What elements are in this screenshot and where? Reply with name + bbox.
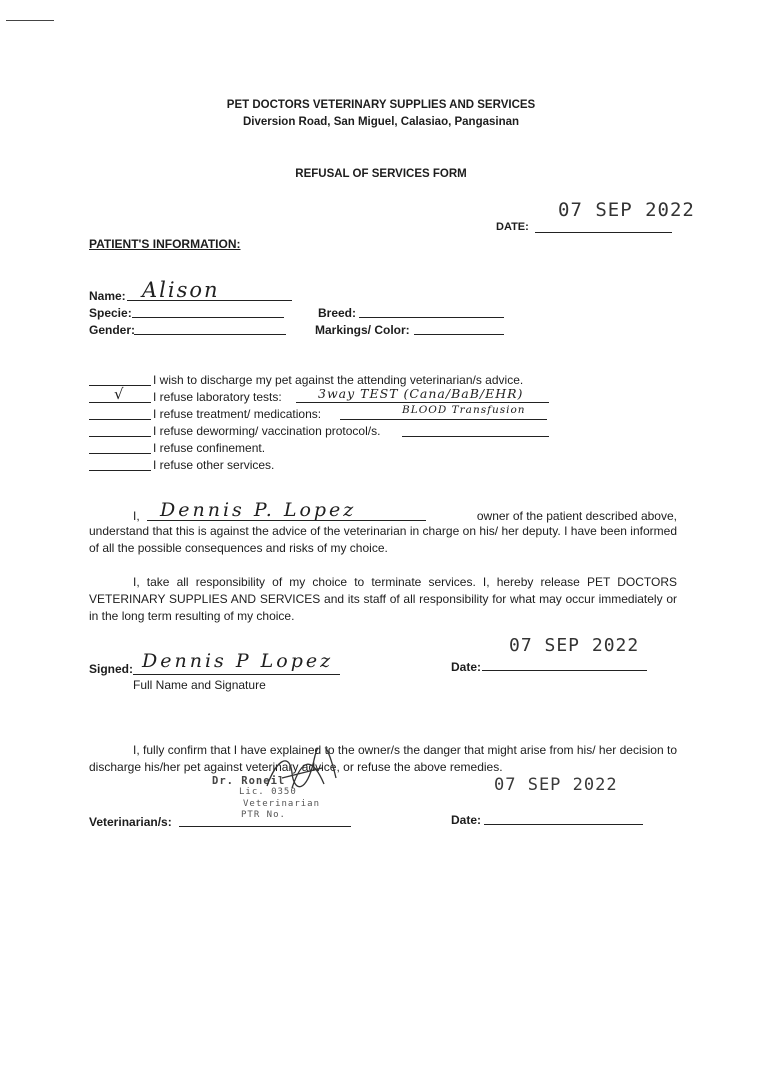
owner-suffix: owner of the patient described above, bbox=[476, 509, 677, 523]
name-line[interactable] bbox=[127, 300, 292, 301]
vet-stamp-role: Veterinarian bbox=[243, 799, 321, 809]
owner-name: Dennis P. Lopez bbox=[160, 499, 357, 521]
veterinarian-line[interactable] bbox=[179, 826, 351, 827]
signature-date-line[interactable] bbox=[482, 670, 647, 671]
owner-statement-text: understand that this is against the advice of the veterinarian in charge on his/ her deputy. I have been informed of all the possible consequences and risks of my choice. bbox=[89, 524, 677, 555]
signed-line[interactable] bbox=[133, 674, 340, 675]
vet-stamp-name: Dr. Roneil bbox=[212, 775, 286, 787]
date-line[interactable] bbox=[535, 232, 672, 233]
vet-signature-scribble bbox=[262, 748, 342, 798]
owner-prefix: I, bbox=[133, 509, 140, 523]
vet-date-label: Date: bbox=[451, 813, 482, 827]
vet-stamp-ptr: PTR No. bbox=[241, 810, 286, 820]
option-check-line[interactable] bbox=[89, 470, 151, 471]
option-text: I refuse treatment/ medications: bbox=[153, 407, 322, 421]
signature-caption: Full Name and Signature bbox=[133, 678, 266, 692]
option-detail: 3way TEST (Cana/BaB/EHR) bbox=[318, 386, 524, 401]
option-detail-line[interactable] bbox=[340, 419, 547, 420]
option-text: I refuse other services. bbox=[153, 458, 275, 472]
signature-date-stamp: 07 SEP 2022 bbox=[509, 635, 640, 656]
option-text: I refuse confinement. bbox=[153, 441, 266, 455]
name-value: Alison bbox=[142, 278, 220, 302]
option-detail: BLOOD Transfusion bbox=[402, 404, 526, 416]
form-title: REFUSAL OF SERVICES FORM bbox=[295, 168, 467, 180]
specie-label: Specie: bbox=[89, 306, 132, 320]
markings-line[interactable] bbox=[414, 334, 504, 335]
markings-label: Markings/ Color: bbox=[315, 323, 410, 337]
release-statement: I, take all responsibility of my choice to terminate services. I, hereby release PET DOCTORS VETERINARY SUPPLIES AND SERVICES and its staff of all responsibility for what may occur immediately or in the long term resulting of my choice. bbox=[89, 575, 677, 623]
option-detail-line[interactable] bbox=[402, 436, 549, 437]
option-text: I refuse deworming/ vaccination protocol/s. bbox=[153, 424, 381, 438]
date-label: DATE: bbox=[496, 221, 529, 233]
name-label: Name: bbox=[89, 289, 126, 303]
option-check-line[interactable] bbox=[89, 436, 151, 437]
date-stamp: 07 SEP 2022 bbox=[558, 199, 695, 221]
signed-label: Signed: bbox=[89, 662, 133, 676]
vet-date-line[interactable] bbox=[484, 824, 643, 825]
option-check-line[interactable] bbox=[89, 419, 151, 420]
option-check-line[interactable] bbox=[89, 453, 151, 454]
patient-section-title: PATIENT'S INFORMATION: bbox=[89, 237, 241, 251]
signature-date-label: Date: bbox=[451, 660, 482, 674]
vet-stamp-license: Lic. 0350 bbox=[239, 787, 297, 797]
signed-value: Dennis P Lopez bbox=[142, 650, 334, 672]
option-text: I wish to discharge my pet against the attending veterinarian/s advice. bbox=[153, 373, 524, 387]
company-address: Diversion Road, San Miguel, Calasiao, Pangasinan bbox=[242, 116, 520, 128]
breed-line[interactable] bbox=[359, 317, 504, 318]
vet-date-stamp: 07 SEP 2022 bbox=[494, 775, 618, 795]
option-detail-line[interactable] bbox=[296, 402, 549, 403]
company-name: PET DOCTORS VETERINARY SUPPLIES AND SERVICES bbox=[226, 99, 536, 111]
gender-line[interactable] bbox=[134, 334, 286, 335]
scan-mark-top bbox=[6, 20, 54, 21]
breed-label: Breed: bbox=[318, 306, 357, 320]
gender-label: Gender: bbox=[89, 323, 136, 337]
option-text: I refuse laboratory tests: bbox=[153, 390, 282, 404]
veterinarian-label: Veterinarian/s: bbox=[89, 815, 172, 829]
option-check-mark: √ bbox=[114, 385, 124, 403]
specie-line[interactable] bbox=[132, 317, 284, 318]
vet-statement: I, fully confirm that I have explained to the owner/s the danger that might arise from his/ her decision to discharge his/her pet against veterinary advice, or refuse the above remedies. bbox=[89, 743, 677, 774]
